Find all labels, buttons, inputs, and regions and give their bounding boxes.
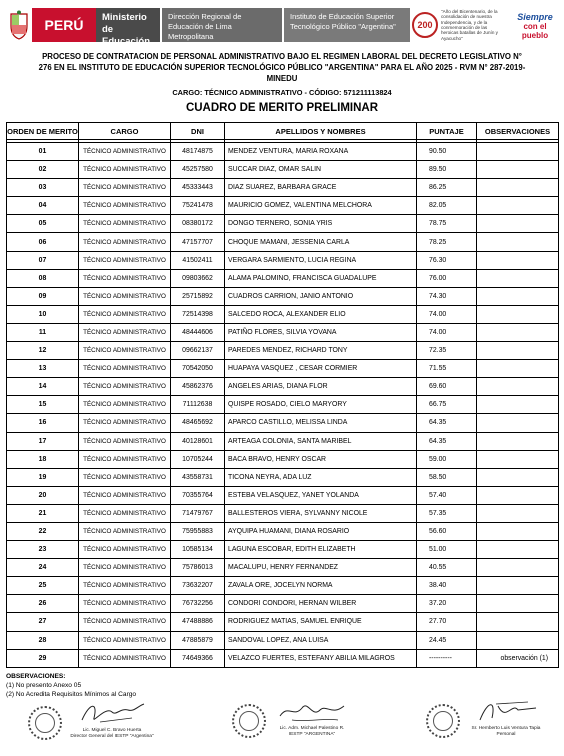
cell-orden: 04 bbox=[7, 197, 79, 215]
signer-name: Sr. Hemberto Luis Ventura Tapia bbox=[471, 726, 541, 731]
cell-puntaje: 66.75 bbox=[417, 396, 477, 414]
table-row bbox=[7, 305, 559, 323]
signer-name: Lic. Miguel C. Bravo Huerta bbox=[82, 728, 142, 733]
cell-puntaje: 78.75 bbox=[417, 215, 477, 233]
table-row bbox=[7, 577, 559, 595]
cell-puntaje: 57.35 bbox=[417, 504, 477, 522]
table-row bbox=[7, 414, 559, 432]
cell-dni: 48465692 bbox=[171, 414, 225, 432]
table-row bbox=[7, 396, 559, 414]
cell-observaciones bbox=[477, 161, 559, 179]
cell-observaciones bbox=[477, 233, 559, 251]
cell-nombre: CUADROS CARRION, JANIO ANTONIO bbox=[225, 287, 417, 305]
cell-orden: 24 bbox=[7, 559, 79, 577]
cell-orden: 13 bbox=[7, 360, 79, 378]
cell-orden: 29 bbox=[7, 649, 79, 667]
cell-dni: 75786013 bbox=[171, 559, 225, 577]
cell-dni: 10585134 bbox=[171, 541, 225, 559]
cell-dni: 73632207 bbox=[171, 577, 225, 595]
table-row bbox=[7, 450, 559, 468]
table-row bbox=[7, 631, 559, 649]
cell-dni: 48444606 bbox=[171, 323, 225, 341]
cell-puntaje: 89.50 bbox=[417, 161, 477, 179]
cell-observaciones bbox=[477, 342, 559, 360]
cell-puntaje: 82.05 bbox=[417, 197, 477, 215]
pueblo-text: con el pueblo bbox=[521, 22, 549, 40]
title-line: MINEDU bbox=[266, 73, 298, 83]
table-row bbox=[7, 143, 559, 161]
cell-nombre: CONDORI CONDORI, HERNAN WILBER bbox=[225, 595, 417, 613]
cell-orden: 19 bbox=[7, 468, 79, 486]
cell-orden: 22 bbox=[7, 522, 79, 540]
cell-dni: 25715892 bbox=[171, 287, 225, 305]
cell-dni: 48174875 bbox=[171, 143, 225, 161]
col-header-cargo: CARGO bbox=[79, 123, 171, 140]
table-row bbox=[7, 613, 559, 631]
signature-block bbox=[64, 698, 160, 739]
cell-puntaje: 58.50 bbox=[417, 468, 477, 486]
cell-nombre: SANDOVAL LOPEZ, ANA LUISA bbox=[225, 631, 417, 649]
cell-orden: 26 bbox=[7, 595, 79, 613]
cell-puntaje: 69.60 bbox=[417, 378, 477, 396]
cell-nombre: VELAZCO FUERTES, ESTEFANY ABILIA MILAGROS bbox=[225, 649, 417, 667]
cell-dni: 43558731 bbox=[171, 468, 225, 486]
cell-orden: 20 bbox=[7, 486, 79, 504]
cell-dni: 72514398 bbox=[171, 305, 225, 323]
cell-orden: 02 bbox=[7, 161, 79, 179]
cell-dni: 71112638 bbox=[171, 396, 225, 414]
cell-cargo: TÉCNICO ADMINISTRATIVO bbox=[79, 323, 171, 341]
cell-observaciones bbox=[477, 595, 559, 613]
cell-nombre: HUAPAYA VASQUEZ , CESAR CORMIER bbox=[225, 360, 417, 378]
table-row bbox=[7, 233, 559, 251]
cell-observaciones bbox=[477, 179, 559, 197]
cell-cargo: TÉCNICO ADMINISTRATIVO bbox=[79, 595, 171, 613]
cell-observaciones bbox=[477, 323, 559, 341]
cell-dni: 45333443 bbox=[171, 179, 225, 197]
cell-dni: 08380172 bbox=[171, 215, 225, 233]
cell-nombre: LAGUNA ESCOBAR, EDITH ELIZABETH bbox=[225, 541, 417, 559]
table-row bbox=[7, 595, 559, 613]
cell-nombre: TICONA NEYRA, ADA LUZ bbox=[225, 468, 417, 486]
cell-nombre: ANGELES ARIAS, DIANA FLOR bbox=[225, 378, 417, 396]
cell-cargo: TÉCNICO ADMINISTRATIVO bbox=[79, 396, 171, 414]
table-row bbox=[7, 323, 559, 341]
table-row bbox=[7, 342, 559, 360]
cell-nombre: QUISPE ROSADO, CIELO MARYORY bbox=[225, 396, 417, 414]
cell-puntaje: 56.60 bbox=[417, 522, 477, 540]
signature-block bbox=[456, 696, 556, 737]
cell-puntaje: 76.30 bbox=[417, 251, 477, 269]
cell-orden: 07 bbox=[7, 251, 79, 269]
cell-observaciones bbox=[477, 522, 559, 540]
handwritten-signature bbox=[466, 696, 546, 726]
signer-role: Director General del IESTP "Argentina" bbox=[70, 733, 154, 739]
bicentenario-text: "Año del Bicentenario, de la consolidación de nuestra Independencia, y de la conmemoración de las heroicas batallas de Junín y Ayacucho" bbox=[441, 8, 498, 41]
cell-puntaje: 59.00 bbox=[417, 450, 477, 468]
table-row bbox=[7, 559, 559, 577]
cell-cargo: TÉCNICO ADMINISTRATIVO bbox=[79, 414, 171, 432]
col-header-observaciones: OBSERVACIONES bbox=[477, 123, 559, 140]
cell-cargo: TÉCNICO ADMINISTRATIVO bbox=[79, 522, 171, 540]
note-item: (1) No presento Anexo 05 bbox=[6, 682, 82, 689]
cell-cargo: TÉCNICO ADMINISTRATIVO bbox=[79, 631, 171, 649]
cell-cargo: TÉCNICO ADMINISTRATIVO bbox=[79, 649, 171, 667]
cell-observaciones bbox=[477, 450, 559, 468]
peru-logo: PERÚ bbox=[32, 8, 96, 42]
cell-orden: 23 bbox=[7, 541, 79, 559]
title-line: 276 EN EL INSTITUTO DE EDUCACIÓN SUPERIOR TECNOLÓGICO PÚBLICO "ARGENTINA" PARA EL AÑO 2025 - RVM N° 287-2019- bbox=[38, 62, 526, 72]
page-subtitle: CUADRO DE MERITO PRELIMINAR bbox=[185, 102, 379, 114]
cell-dni: 10705244 bbox=[171, 450, 225, 468]
official-seal-icon bbox=[426, 704, 460, 738]
cell-nombre: AYQUIPA HUAMANI, DIANA ROSARIO bbox=[225, 522, 417, 540]
cell-cargo: TÉCNICO ADMINISTRATIVO bbox=[79, 143, 171, 161]
cell-observaciones bbox=[477, 577, 559, 595]
bicentenario-block bbox=[412, 8, 504, 42]
cell-dni: 71479767 bbox=[171, 504, 225, 522]
cell-cargo: TÉCNICO ADMINISTRATIVO bbox=[79, 305, 171, 323]
cell-dni: 45257580 bbox=[171, 161, 225, 179]
document-title bbox=[8, 52, 556, 84]
cell-nombre: CHOQUE MAMANI, JESSENIA CARLA bbox=[225, 233, 417, 251]
official-seal-icon bbox=[232, 704, 266, 738]
cell-puntaje: 74.00 bbox=[417, 323, 477, 341]
cell-nombre: SALCEDO ROCA, ALEXANDER ELIO bbox=[225, 305, 417, 323]
table-row bbox=[7, 541, 559, 559]
table-row bbox=[7, 378, 559, 396]
cell-orden: 21 bbox=[7, 504, 79, 522]
cell-nombre: MENDEZ VENTURA, MARIA ROXANA bbox=[225, 143, 417, 161]
cell-cargo: TÉCNICO ADMINISTRATIVO bbox=[79, 486, 171, 504]
cell-cargo: TÉCNICO ADMINISTRATIVO bbox=[79, 342, 171, 360]
table-row bbox=[7, 215, 559, 233]
cell-observaciones bbox=[477, 432, 559, 450]
cell-observaciones bbox=[477, 378, 559, 396]
cell-observaciones bbox=[477, 541, 559, 559]
cell-observaciones bbox=[477, 305, 559, 323]
table-row bbox=[7, 287, 559, 305]
cell-cargo: TÉCNICO ADMINISTRATIVO bbox=[79, 450, 171, 468]
coat-of-arms-icon bbox=[8, 10, 30, 40]
cell-nombre: RODRIGUEZ MATIAS, SAMUEL ENRIQUE bbox=[225, 613, 417, 631]
cell-puntaje: 86.25 bbox=[417, 179, 477, 197]
cell-nombre: SUCCAR DIAZ, OMAR SALIN bbox=[225, 161, 417, 179]
cell-dni: 47885879 bbox=[171, 631, 225, 649]
cell-puntaje: 78.25 bbox=[417, 233, 477, 251]
cell-puntaje: 74.00 bbox=[417, 305, 477, 323]
cell-puntaje: 57.40 bbox=[417, 486, 477, 504]
cell-puntaje: 64.35 bbox=[417, 432, 477, 450]
title-line: PROCESO DE CONTRATACION DE PERSONAL ADMINISTRATIVO BAJO EL REGIMEN LABORAL DEL DECRETO LEGISLATIVO N° bbox=[42, 52, 522, 61]
cell-observaciones bbox=[477, 360, 559, 378]
cell-puntaje: 72.35 bbox=[417, 342, 477, 360]
col-header-orden: ORDEN DE MERITO bbox=[7, 123, 79, 140]
cell-puntaje: 71.55 bbox=[417, 360, 477, 378]
handwritten-signature bbox=[72, 698, 152, 728]
cell-nombre: BACA BRAVO, HENRY OSCAR bbox=[225, 450, 417, 468]
cell-nombre: ESTEBA VELASQUEZ, YANET YOLANDA bbox=[225, 486, 417, 504]
cell-observaciones bbox=[477, 631, 559, 649]
cell-observaciones bbox=[477, 613, 559, 631]
cell-observaciones bbox=[477, 559, 559, 577]
cell-cargo: TÉCNICO ADMINISTRATIVO bbox=[79, 179, 171, 197]
cell-observaciones bbox=[477, 287, 559, 305]
merit-table bbox=[6, 122, 559, 668]
cell-nombre: BALLESTEROS VIERA, SYLVANNY NICOLE bbox=[225, 504, 417, 522]
cell-orden: 12 bbox=[7, 342, 79, 360]
cell-cargo: TÉCNICO ADMINISTRATIVO bbox=[79, 559, 171, 577]
cell-cargo: TÉCNICO ADMINISTRATIVO bbox=[79, 269, 171, 287]
cell-dni: 09803662 bbox=[171, 269, 225, 287]
table-header-row bbox=[7, 123, 559, 140]
cell-nombre: ARTEAGA COLONIA, SANTA MARIBEL bbox=[225, 432, 417, 450]
cell-nombre: PAREDES MENDEZ, RICHARD TONY bbox=[225, 342, 417, 360]
cell-dni: 70355764 bbox=[171, 486, 225, 504]
signatures-area bbox=[0, 692, 564, 752]
table-row bbox=[7, 432, 559, 450]
cell-observaciones bbox=[477, 468, 559, 486]
cell-orden: 08 bbox=[7, 269, 79, 287]
cell-observaciones bbox=[477, 486, 559, 504]
cell-dni: 41502411 bbox=[171, 251, 225, 269]
table-row bbox=[7, 649, 559, 667]
cell-orden: 01 bbox=[7, 143, 79, 161]
cell-nombre: PATIÑO FLORES, SILVIA YOVANA bbox=[225, 323, 417, 341]
table-row bbox=[7, 468, 559, 486]
cell-dni: 47488886 bbox=[171, 613, 225, 631]
table-row bbox=[7, 360, 559, 378]
siempre-con-el-pueblo-logo bbox=[510, 12, 560, 38]
cell-puntaje: 51.00 bbox=[417, 541, 477, 559]
cell-observaciones bbox=[477, 143, 559, 161]
cell-cargo: TÉCNICO ADMINISTRATIVO bbox=[79, 468, 171, 486]
cell-dni: 45862376 bbox=[171, 378, 225, 396]
cell-dni: 76732256 bbox=[171, 595, 225, 613]
cell-puntaje: 64.35 bbox=[417, 414, 477, 432]
cell-dni: 09662137 bbox=[171, 342, 225, 360]
cell-orden: 09 bbox=[7, 287, 79, 305]
cell-orden: 14 bbox=[7, 378, 79, 396]
official-seal-icon bbox=[28, 706, 62, 740]
cell-orden: 05 bbox=[7, 215, 79, 233]
col-header-puntaje: PUNTAJE bbox=[417, 123, 477, 140]
cell-cargo: TÉCNICO ADMINISTRATIVO bbox=[79, 504, 171, 522]
cell-puntaje: 38.40 bbox=[417, 577, 477, 595]
cell-cargo: TÉCNICO ADMINISTRATIVO bbox=[79, 432, 171, 450]
cell-orden: 03 bbox=[7, 179, 79, 197]
cell-dni: 75241478 bbox=[171, 197, 225, 215]
table-row bbox=[7, 197, 559, 215]
cell-nombre: MACALUPU, HENRY FERNANDEZ bbox=[225, 559, 417, 577]
cell-puntaje: 40.55 bbox=[417, 559, 477, 577]
cell-orden: 15 bbox=[7, 396, 79, 414]
cell-observaciones: observación (1) bbox=[477, 649, 559, 667]
cell-cargo: TÉCNICO ADMINISTRATIVO bbox=[79, 197, 171, 215]
cell-orden: 17 bbox=[7, 432, 79, 450]
table-row bbox=[7, 161, 559, 179]
signature-block bbox=[262, 696, 362, 737]
cell-nombre: DONGO TERNERO, SONIA YRIS bbox=[225, 215, 417, 233]
cell-dni: 75955883 bbox=[171, 522, 225, 540]
cell-orden: 18 bbox=[7, 450, 79, 468]
cell-orden: 25 bbox=[7, 577, 79, 595]
cell-puntaje: 74.30 bbox=[417, 287, 477, 305]
cell-observaciones bbox=[477, 396, 559, 414]
table-row bbox=[7, 522, 559, 540]
cell-observaciones bbox=[477, 269, 559, 287]
cell-dni: 70542050 bbox=[171, 360, 225, 378]
table-row bbox=[7, 179, 559, 197]
cell-cargo: TÉCNICO ADMINISTRATIVO bbox=[79, 541, 171, 559]
cell-puntaje: 37.20 bbox=[417, 595, 477, 613]
cell-puntaje: 27.70 bbox=[417, 613, 477, 631]
cell-observaciones bbox=[477, 251, 559, 269]
cell-orden: 27 bbox=[7, 613, 79, 631]
cell-nombre: ALAMA PALOMINO, FRANCISCA GUADALUPE bbox=[225, 269, 417, 287]
cell-orden: 16 bbox=[7, 414, 79, 432]
cell-cargo: TÉCNICO ADMINISTRATIVO bbox=[79, 378, 171, 396]
table-row bbox=[7, 504, 559, 522]
cell-cargo: TÉCNICO ADMINISTRATIVO bbox=[79, 251, 171, 269]
col-header-dni: DNI bbox=[171, 123, 225, 140]
iest-label: Instituto de Educación Superior Tecnológico Público "Argentina" bbox=[284, 8, 410, 42]
cell-puntaje: ---------- bbox=[417, 649, 477, 667]
cell-cargo: TÉCNICO ADMINISTRATIVO bbox=[79, 287, 171, 305]
cell-cargo: TÉCNICO ADMINISTRATIVO bbox=[79, 577, 171, 595]
siempre-text: Siempre bbox=[517, 12, 553, 22]
cell-dni: 74649366 bbox=[171, 649, 225, 667]
table-row bbox=[7, 486, 559, 504]
col-header-nombre: APELLIDOS Y NOMBRES bbox=[225, 123, 417, 140]
ministerio-label: Ministerio de Educación bbox=[96, 8, 160, 42]
cell-nombre: VERGARA SARMIENTO, LUCIA REGINA bbox=[225, 251, 417, 269]
header-banner bbox=[6, 8, 558, 47]
cell-cargo: TÉCNICO ADMINISTRATIVO bbox=[79, 613, 171, 631]
cell-observaciones bbox=[477, 197, 559, 215]
cell-nombre: MAURICIO GOMEZ, VALENTINA MELCHORA bbox=[225, 197, 417, 215]
cell-observaciones bbox=[477, 215, 559, 233]
cell-observaciones bbox=[477, 414, 559, 432]
cell-cargo: TÉCNICO ADMINISTRATIVO bbox=[79, 215, 171, 233]
cell-puntaje: 76.00 bbox=[417, 269, 477, 287]
table-row bbox=[7, 269, 559, 287]
note-item: (2) No Acredita Requisitos Mínimos al Cargo bbox=[6, 691, 137, 698]
signer-role: IESTP "ARGENTINA" bbox=[288, 731, 336, 737]
dre-label: Dirección Regional de Educación de Lima Metropolitana bbox=[162, 8, 282, 42]
cell-cargo: TÉCNICO ADMINISTRATIVO bbox=[79, 360, 171, 378]
cell-observaciones bbox=[477, 504, 559, 522]
cell-puntaje: 24.45 bbox=[417, 631, 477, 649]
table-body bbox=[7, 143, 559, 668]
cell-cargo: TÉCNICO ADMINISTRATIVO bbox=[79, 233, 171, 251]
cell-puntaje: 90.50 bbox=[417, 143, 477, 161]
cell-orden: 10 bbox=[7, 305, 79, 323]
cell-nombre: ZAVALA ORE, JOCELYN NORMA bbox=[225, 577, 417, 595]
handwritten-signature bbox=[272, 696, 352, 726]
cell-orden: 28 bbox=[7, 631, 79, 649]
cargo-code-line: CARGO: TÉCNICO ADMINISTRATIVO - CÓDIGO: 571211113824 bbox=[172, 88, 392, 97]
signer-name: Lic. Adm. Michael Palestino R. bbox=[279, 726, 345, 731]
notes-heading: OBSERVACIONES: bbox=[6, 673, 66, 680]
cell-nombre: APARCO CASTILLO, MELISSA LINDA bbox=[225, 414, 417, 432]
table-row bbox=[7, 251, 559, 269]
cell-nombre: DIAZ SUAREZ, BARBARA GRACE bbox=[225, 179, 417, 197]
cell-orden: 06 bbox=[7, 233, 79, 251]
cell-dni: 47157707 bbox=[171, 233, 225, 251]
signer-role: Personal bbox=[496, 731, 516, 737]
cell-cargo: TÉCNICO ADMINISTRATIVO bbox=[79, 161, 171, 179]
cell-dni: 40128601 bbox=[171, 432, 225, 450]
bicentenario-logo-icon: 200 bbox=[412, 12, 438, 38]
cell-orden: 11 bbox=[7, 323, 79, 341]
